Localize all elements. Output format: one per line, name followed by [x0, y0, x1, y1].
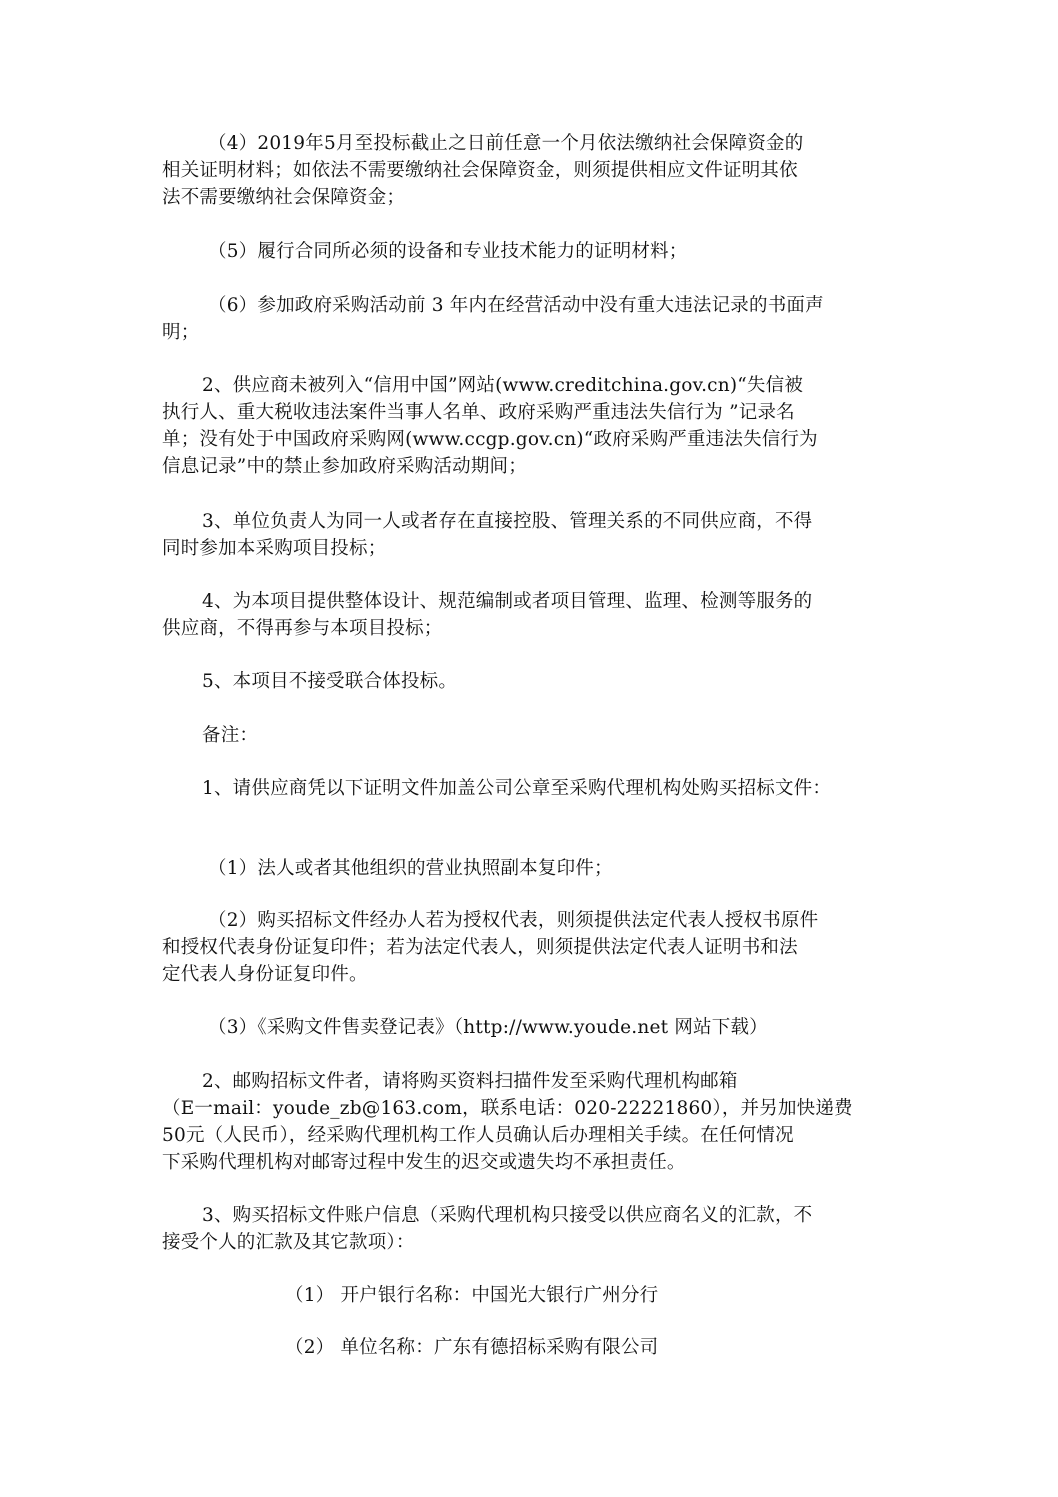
paragraph-no-violation — [162, 292, 892, 346]
paragraph-no-consortium — [162, 668, 892, 695]
text-line: 2、邮购招标文件者，请将购买资料扫描件发至采购代理机构邮箱 — [202, 1071, 738, 1092]
text-line: 信息记录”中的禁止参加政府采购活动期间； — [162, 456, 527, 477]
text-line: 备注： — [202, 725, 259, 746]
text-line: 执行人、重大税收违法案件当事人名单、政府采购严重违法失信行为 ”记录名 — [162, 402, 795, 423]
text-line: （5）履行合同所必须的设备和专业技术能力的证明材料； — [208, 241, 688, 262]
paragraph-same-responsible — [162, 508, 892, 562]
text-line: （1） 开户银行名称：中国光大银行广州分行 — [285, 1285, 659, 1306]
text-line: 3、单位负责人为同一人或者存在直接控股、管理关系的不同供应商，不得 — [202, 511, 813, 532]
text-line: 接受个人的汇款及其它款项）： — [162, 1232, 415, 1253]
paragraph-design-service — [162, 588, 892, 642]
paragraph-bank-name — [285, 1282, 885, 1309]
text-line: （4）2019年5月至投标截止之日前任意一个月依法缴纳社会保障资金的 — [208, 133, 804, 154]
text-line: （2） 单位名称：广东有德招标采购有限公司 — [285, 1337, 659, 1358]
paragraph-authorization — [162, 907, 892, 988]
paragraph-credit-china — [162, 372, 892, 480]
text-line: （E一mail：youde_zb@163.com，联系电话：020-22221860），并另加快递费 — [162, 1098, 853, 1119]
text-line: 和授权代表身份证复印件；若为法定代表人，则须提供法定代表人证明书和法 — [162, 937, 798, 958]
text-line: 供应商，不得再参与本项目投标； — [162, 618, 443, 639]
text-line: 明； — [162, 322, 200, 343]
text-line: （2）购买招标文件经办人若为授权代表，则须提供法定代表人授权书原件 — [208, 910, 819, 931]
text-line: （6）参加政府采购活动前 3 年内在经营活动中没有重大违法记录的书面声 — [208, 295, 824, 316]
paragraph-mail-order — [162, 1068, 892, 1176]
text-line: 4、为本项目提供整体设计、规范编制或者项目管理、监理、检测等服务的 — [202, 591, 813, 612]
paragraph-registration-form — [162, 1014, 892, 1041]
text-line: （1）法人或者其他组织的营业执照副本复印件； — [208, 858, 613, 879]
text-line: 1、请供应商凭以下证明文件加盖公司公章至采购代理机构处购买招标文件： — [202, 778, 832, 799]
text-line: 50元（人民币），经采购代理机构工作人员确认后办理相关手续。在任何情况 — [162, 1125, 794, 1146]
remark-heading — [162, 722, 892, 749]
paragraph-company-name — [285, 1334, 885, 1361]
text-line: （3）《采购文件售卖登记表》（http://www.youde.net 网站下载） — [208, 1017, 768, 1038]
text-line: 3、购买招标文件账户信息（采购代理机构只接受以供应商名义的汇款，不 — [202, 1205, 813, 1226]
text-line: 5、本项目不接受联合体投标。 — [202, 671, 458, 692]
text-line: 法不需要缴纳社会保障资金； — [162, 187, 406, 208]
paragraph-account-info — [162, 1202, 892, 1256]
text-line: 2、供应商未被列入“信用中国”网站(www.creditchina.gov.cn)“失信被 — [202, 375, 804, 396]
text-line: 单；没有处于中国政府采购网(www.ccgp.gov.cn)“政府采购严重违法失信行为 — [162, 429, 818, 450]
paragraph-business-license — [162, 855, 892, 882]
paragraph-equipment — [162, 238, 892, 265]
paragraph-social-security — [162, 130, 892, 211]
paragraph-purchase-docs — [162, 775, 892, 802]
text-line: 下采购代理机构对邮寄过程中发生的迟交或遗失均不承担责任。 — [162, 1152, 686, 1173]
text-line: 相关证明材料；如依法不需要缴纳社会保障资金，则须提供相应文件证明其依 — [162, 160, 798, 181]
text-line: 同时参加本采购项目投标； — [162, 538, 387, 559]
text-line: 定代表人身份证复印件。 — [162, 964, 368, 985]
